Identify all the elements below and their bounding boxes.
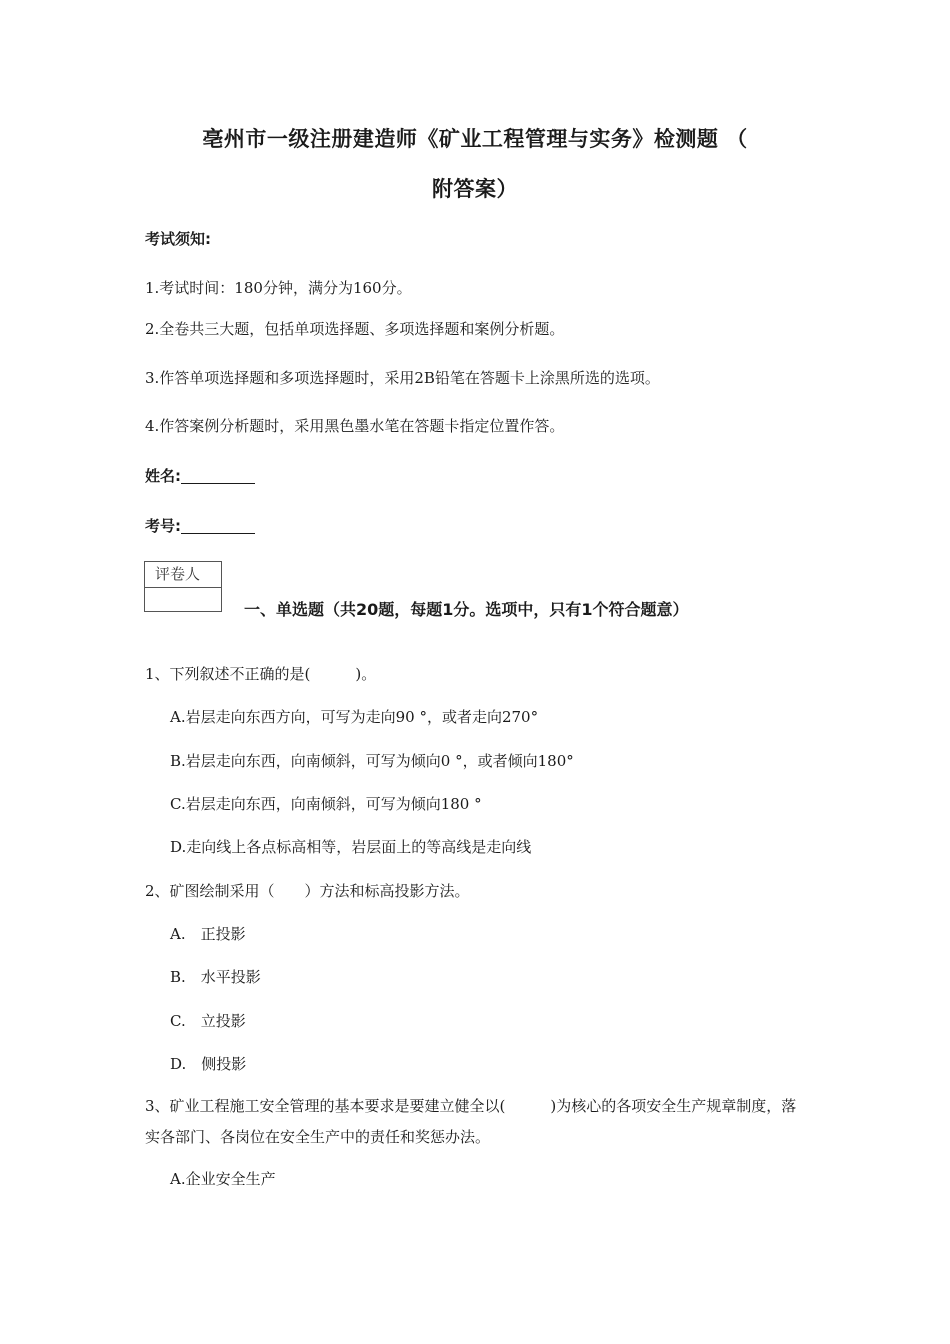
question-2-option-a: A. 正投影 xyxy=(170,925,246,943)
question-2-option-b: B. 水平投影 xyxy=(170,968,261,986)
document-title-line-2: 附答案） xyxy=(432,177,518,201)
question-3-option-a: A.企业安全生产 xyxy=(170,1170,276,1188)
exam-number-blank xyxy=(181,519,255,534)
question-2-stem: 2、矿图绘制采用（ ）方法和标高投影方法。 xyxy=(145,882,470,900)
question-2-option-c: C. 立投影 xyxy=(170,1012,246,1030)
name-field xyxy=(145,465,255,486)
notice-item-3: 3.作答单项选择题和多项选择题时，采用2B铅笔在答题卡上涂黑所选的选项。 xyxy=(145,369,660,387)
notice-item-2: 2.全卷共三大题，包括单项选择题、多项选择题和案例分析题。 xyxy=(145,320,565,338)
grader-box xyxy=(144,561,222,612)
exam-number-field xyxy=(145,515,255,536)
notice-item-1: 1.考试时间：180分钟，满分为160分。 xyxy=(145,279,412,297)
question-1-option-a: A.岩层走向东西方向，可写为走向90 °，或者走向270° xyxy=(170,708,539,726)
notice-heading: 考试须知: xyxy=(145,230,211,248)
question-1-stem: 1、下列叙述不正确的是( )。 xyxy=(145,665,377,683)
section-1-heading: 一、单选题（共20题，每题1分。选项中，只有1个符合题意） xyxy=(244,600,689,619)
question-1-option-d: D.走向线上各点标高相等，岩层面上的等高线是走向线 xyxy=(170,838,532,856)
exam-number-label: 考号: xyxy=(145,517,181,535)
question-3-stem: 3、矿业工程施工安全管理的基本要求是要建立健全以( )为核心的各项安全生产规章制度，落实各部门、各岗位在安全生产中的责任和奖惩办法。 xyxy=(145,1097,797,1146)
document-title-line-1: 亳州市一级注册建造师《矿业工程管理与实务》检测题 （ xyxy=(202,127,748,151)
name-blank xyxy=(181,469,255,484)
notice-item-4: 4.作答案例分析题时，采用黑色墨水笔在答题卡指定位置作答。 xyxy=(145,417,565,435)
question-2-option-d: D. 侧投影 xyxy=(170,1055,247,1073)
grader-label: 评卷人 xyxy=(145,562,221,588)
name-field-label: 姓名: xyxy=(145,467,181,485)
question-1-option-b: B.岩层走向东西，向南倾斜，可写为倾向0 °，或者倾向180° xyxy=(170,752,574,770)
question-1-option-c: C.岩层走向东西，向南倾斜，可写为倾向180 ° xyxy=(170,795,482,813)
